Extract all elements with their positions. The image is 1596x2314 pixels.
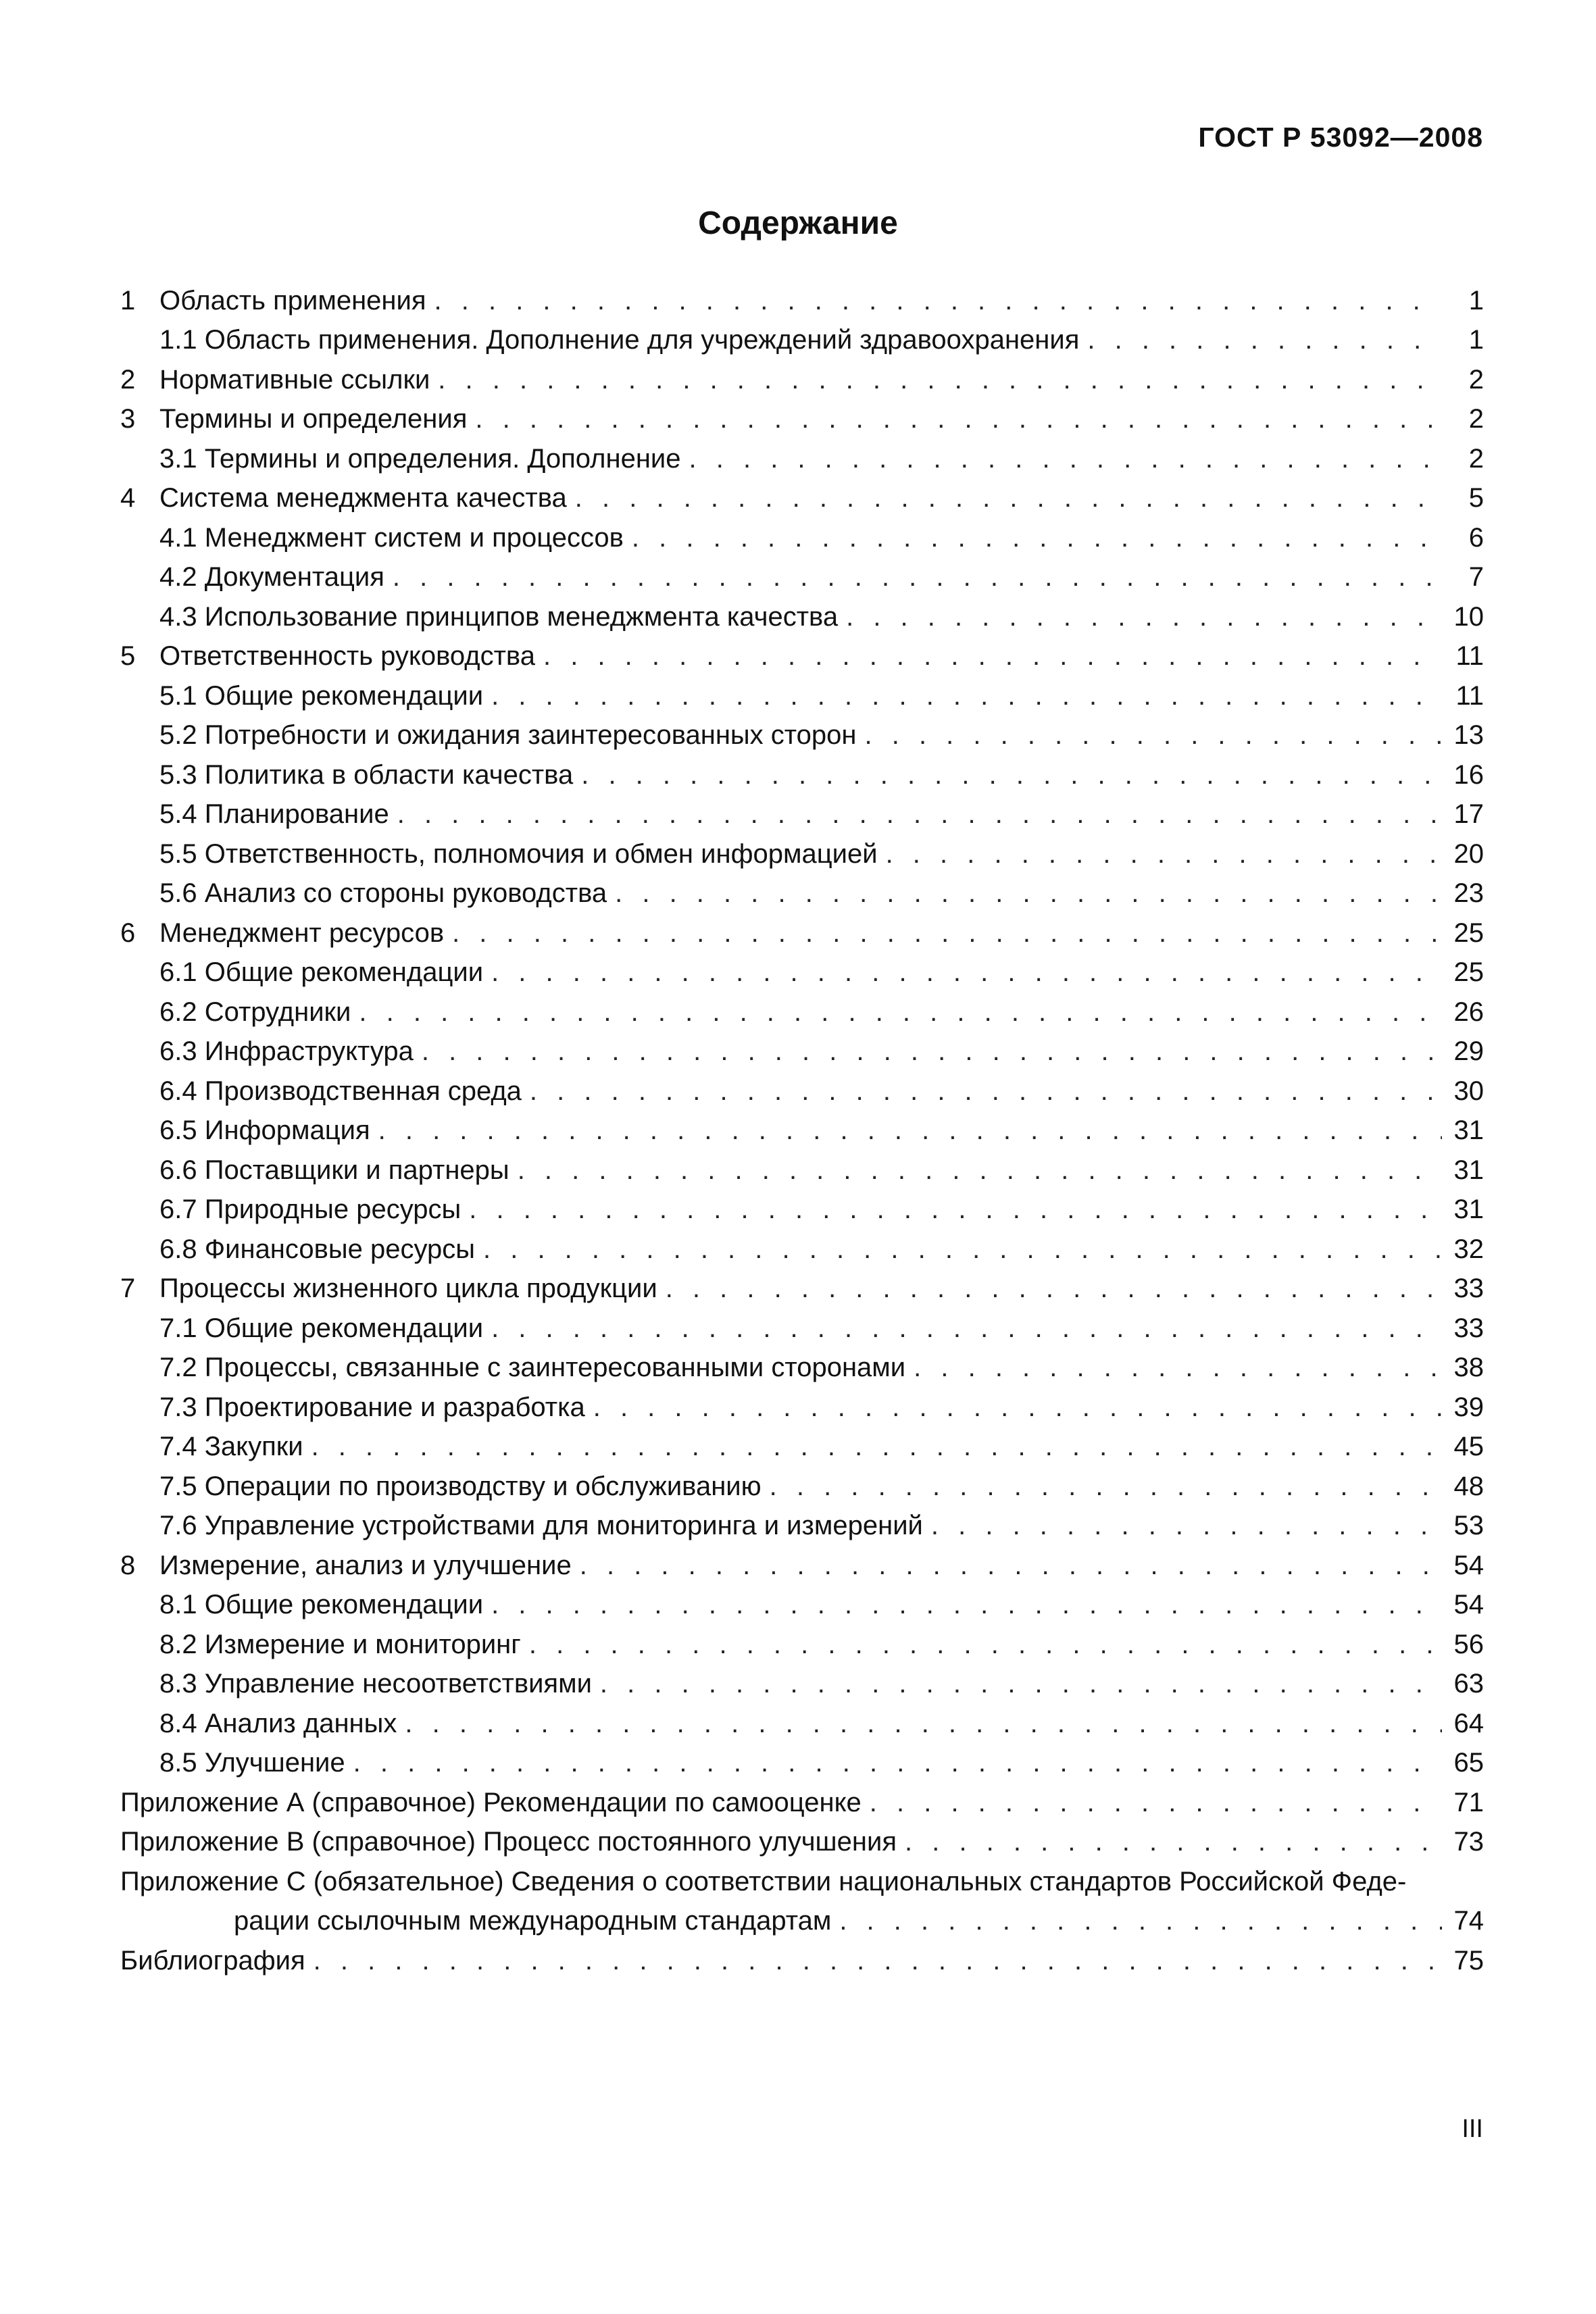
toc-entry-page: 16 (1453, 759, 1484, 790)
toc-entry-page: 54 (1453, 1590, 1484, 1619)
toc-entry[interactable] (120, 1463, 1484, 1503)
toc-entry-label: Система менеджмента качества (159, 483, 567, 513)
toc-entry-number: 3 (120, 404, 136, 434)
toc-entry[interactable] (120, 949, 1484, 989)
toc-entry-label: 7.1 Общие рекомендации (159, 1313, 484, 1343)
toc-entry-page: 11 (1455, 680, 1484, 711)
toc-entry-page: 2 (1468, 364, 1484, 395)
toc-entry[interactable] (120, 1700, 1484, 1740)
toc-entry-label: Приложение С (обязательное) Сведения о соответствии национальных стандартов Российской Феде- (120, 1866, 1407, 1896)
toc-entry-page: 48 (1453, 1471, 1484, 1501)
toc-entry-number: 2 (120, 364, 136, 395)
toc-entry-label: 7.5 Операции по производству и обслуживанию (159, 1471, 762, 1501)
toc-entry-label: 5.3 Политика в области качества (159, 759, 574, 790)
toc-entry-page: 1 (1468, 325, 1484, 355)
toc-entry-page: 74 (1453, 1906, 1484, 1936)
toc-entry-label: Библиография (120, 1945, 305, 1976)
toc-entry-label: 6.5 Информация (159, 1115, 370, 1145)
toc-entry[interactable] (120, 1542, 1484, 1582)
toc-entry-page: 7 (1468, 562, 1484, 592)
toc-entry-label: 6.4 Производственная среда (159, 1076, 522, 1106)
toc-leader-dots (615, 877, 1442, 909)
toc-entry-label: 7.6 Управление устройствами для мониторинга и измерений (159, 1511, 923, 1540)
toc-entry[interactable] (120, 1740, 1484, 1780)
page-number: III (1462, 2115, 1483, 2143)
toc-entry-page: 2 (1468, 443, 1484, 474)
toc-entry[interactable] (120, 1621, 1484, 1661)
toc-leader-dots (1087, 324, 1442, 356)
toc-entry[interactable] (120, 593, 1484, 633)
toc-leader-dots (886, 838, 1442, 870)
toc-entry-page: 11 (1455, 641, 1484, 671)
toc-entry[interactable] (120, 356, 1484, 396)
toc-entry[interactable] (120, 1305, 1484, 1344)
toc-entry-label: рации ссылочным международным стандартам (234, 1906, 832, 1936)
toc-entry-page: 23 (1453, 878, 1484, 908)
toc-entry-label: 6.7 Природные ресурсы (159, 1194, 462, 1224)
toc-entry[interactable] (120, 1384, 1484, 1424)
toc-entry[interactable] (120, 1661, 1484, 1701)
toc-entry-label: 7.4 Закупки (159, 1432, 303, 1461)
toc-entry[interactable] (120, 475, 1484, 515)
toc-entry-number: 5 (120, 641, 136, 671)
toc-entry[interactable] (120, 1898, 1484, 1938)
toc-entry[interactable] (120, 1858, 1484, 1898)
toc-entry-label: Ответственность руководства (159, 641, 535, 671)
toc-entry[interactable] (120, 1265, 1484, 1305)
toc-entry-page: 13 (1453, 720, 1484, 750)
toc-leader-dots (491, 1588, 1442, 1621)
toc-leader-dots (575, 482, 1442, 514)
toc-entry-label: 5.1 Общие рекомендации (159, 680, 484, 711)
toc-entry-page: 29 (1453, 1036, 1484, 1066)
toc-entry[interactable] (120, 554, 1484, 594)
toc-leader-dots (491, 1312, 1442, 1344)
toc-leader-dots (543, 640, 1442, 672)
toc-leader-dots (311, 1430, 1442, 1463)
toc-entry-page: 2 (1468, 404, 1484, 434)
toc-leader-dots (483, 1233, 1442, 1265)
toc-entry-page: 64 (1453, 1708, 1484, 1738)
toc-entry-label: 4.2 Документация (159, 562, 384, 592)
toc-entry[interactable] (120, 672, 1484, 712)
toc-entry-label: 8.4 Анализ данных (159, 1708, 397, 1738)
table-of-contents (120, 277, 1484, 1977)
toc-entry-label: 8.1 Общие рекомендации (159, 1590, 484, 1619)
toc-entry-page: 30 (1453, 1076, 1484, 1106)
toc-entry-label: 8.2 Измерение и мониторинг (159, 1629, 521, 1659)
toc-entry-page: 33 (1453, 1274, 1484, 1303)
toc-entry[interactable] (120, 1819, 1484, 1859)
toc-leader-dots (397, 798, 1442, 830)
toc-entry-label: Область применения (159, 285, 426, 316)
toc-leader-dots (666, 1272, 1442, 1305)
toc-entry[interactable] (120, 317, 1484, 357)
toc-leader-dots (491, 956, 1442, 988)
toc-entry[interactable] (120, 830, 1484, 870)
toc-entry-page: 1 (1468, 285, 1484, 316)
toc-leader-dots (452, 917, 1442, 949)
toc-leader-dots (393, 561, 1442, 593)
toc-entry-label: Нормативные ссылки (159, 364, 430, 395)
toc-entry-page: 63 (1453, 1669, 1484, 1699)
toc-entry[interactable] (120, 1424, 1484, 1463)
toc-entry-page: 54 (1453, 1550, 1484, 1580)
toc-leader-dots (931, 1509, 1442, 1542)
toc-leader-dots (581, 759, 1442, 791)
toc-entry-label: 3.1 Термины и определения. Дополнение (159, 443, 681, 474)
toc-entry-label: 7.3 Проектирование и разработка (159, 1392, 585, 1422)
toc-leader-dots (689, 443, 1442, 475)
toc-leader-dots (839, 1905, 1442, 1937)
toc-leader-dots (314, 1944, 1442, 1977)
toc-leader-dots (518, 1154, 1442, 1186)
toc-entry-page: 53 (1453, 1511, 1484, 1540)
toc-entry-label: 5.6 Анализ со стороны руководства (159, 878, 607, 908)
toc-entry-page: 39 (1453, 1392, 1484, 1422)
toc-entry-page: 33 (1453, 1313, 1484, 1343)
toc-leader-dots (593, 1391, 1442, 1424)
toc-entry-label: 1.1 Область применения. Дополнение для учреждений здравоохранения (159, 325, 1080, 355)
toc-leader-dots (905, 1826, 1442, 1858)
toc-entry-page: 31 (1453, 1115, 1484, 1145)
toc-entry-page: 56 (1453, 1629, 1484, 1659)
toc-entry[interactable] (120, 1067, 1484, 1107)
toc-entry[interactable] (120, 1503, 1484, 1542)
toc-entry[interactable] (120, 909, 1484, 949)
toc-entry-label: Термины и определения (159, 404, 468, 434)
toc-entry-page: 26 (1453, 997, 1484, 1027)
toc-entry-page: 73 (1453, 1827, 1484, 1857)
toc-leader-dots (378, 1114, 1442, 1147)
toc-entry-page: 31 (1453, 1155, 1484, 1185)
toc-entry[interactable] (120, 277, 1484, 317)
toc-entry[interactable] (120, 1344, 1484, 1384)
toc-leader-dots (530, 1075, 1442, 1107)
toc-entry[interactable] (120, 633, 1484, 673)
toc-entry-label: 6.2 Сотрудники (159, 997, 351, 1027)
toc-entry-page: 20 (1453, 838, 1484, 869)
toc-leader-dots (529, 1628, 1442, 1661)
toc-leader-dots (846, 601, 1442, 633)
toc-leader-dots (770, 1470, 1442, 1503)
toc-entry-label: 5.4 Планирование (159, 799, 389, 829)
toc-entry-number: 8 (120, 1550, 136, 1580)
toc-leader-dots (864, 719, 1442, 751)
toc-entry-page: 6 (1468, 522, 1484, 553)
toc-entry-number: 1 (120, 285, 136, 316)
toc-entry-page: 25 (1453, 917, 1484, 948)
toc-leader-dots (405, 1707, 1442, 1740)
toc-entry-page: 45 (1453, 1432, 1484, 1461)
toc-entry-page: 32 (1453, 1234, 1484, 1264)
toc-leader-dots (422, 1035, 1442, 1067)
toc-entry[interactable] (120, 1028, 1484, 1068)
toc-entry-label: 5.2 Потребности и ожидания заинтересованных сторон (159, 720, 857, 750)
toc-title: Содержание (698, 205, 898, 241)
toc-entry-page: 17 (1453, 799, 1484, 829)
toc-entry[interactable] (120, 1147, 1484, 1186)
toc-entry-label: Приложение А (справочное) Рекомендации по самооценке (120, 1787, 862, 1817)
toc-entry-page: 75 (1453, 1945, 1484, 1976)
toc-entry-page: 38 (1453, 1353, 1484, 1382)
toc-entry[interactable] (120, 791, 1484, 831)
document-code: ГОСТ Р 53092—2008 (1198, 122, 1483, 153)
toc-entry-page: 10 (1453, 601, 1484, 632)
toc-entry[interactable] (120, 712, 1484, 752)
toc-leader-dots (475, 403, 1442, 435)
toc-entry[interactable] (120, 1937, 1484, 1977)
toc-entry-label: Приложение В (справочное) Процесс постоянного улучшения (120, 1827, 897, 1857)
toc-entry[interactable] (120, 1226, 1484, 1265)
toc-entry-page: 65 (1453, 1748, 1484, 1778)
toc-entry[interactable] (120, 1186, 1484, 1226)
toc-entry[interactable] (120, 751, 1484, 791)
toc-entry-label: 4.3 Использование принципов менеджмента качества (159, 601, 839, 632)
toc-leader-dots (469, 1193, 1442, 1226)
toc-entry-label: 8.5 Улучшение (159, 1748, 345, 1778)
toc-leader-dots (914, 1351, 1442, 1384)
toc-leader-dots (491, 680, 1442, 712)
toc-leader-dots (870, 1786, 1442, 1819)
toc-entry[interactable] (120, 1582, 1484, 1621)
toc-entry[interactable] (120, 396, 1484, 436)
toc-entry[interactable] (120, 1779, 1484, 1819)
toc-leader-dots (353, 1746, 1442, 1779)
toc-entry-page: 5 (1468, 483, 1484, 513)
toc-leader-dots (632, 522, 1442, 554)
toc-entry-label: 4.1 Менеджмент систем и процессов (159, 522, 624, 553)
toc-entry-page: 25 (1453, 957, 1484, 987)
toc-entry-number: 7 (120, 1274, 136, 1303)
toc-entry-label: 6.3 Инфраструктура (159, 1036, 414, 1066)
toc-entry-label: 6.8 Финансовые ресурсы (159, 1234, 475, 1264)
toc-entry[interactable] (120, 514, 1484, 554)
toc-leader-dots (434, 284, 1442, 317)
toc-entry-number: 6 (120, 917, 136, 948)
toc-entry-label: 8.3 Управление несоответствиями (159, 1669, 592, 1699)
toc-entry[interactable] (120, 1107, 1484, 1147)
toc-entry-label: Измерение, анализ и улучшение (159, 1550, 572, 1580)
toc-entry-label: 5.5 Ответственность, полномочия и обмен информацией (159, 838, 878, 869)
toc-leader-dots (580, 1549, 1442, 1582)
toc-entry-number: 4 (120, 483, 136, 513)
toc-entry[interactable] (120, 988, 1484, 1028)
toc-entry-label: 7.2 Процессы, связанные с заинтересованными сторонами (159, 1353, 906, 1382)
toc-entry-label: 6.1 Общие рекомендации (159, 957, 484, 987)
toc-entry-label: Менеджмент ресурсов (159, 917, 445, 948)
toc-entry-page: 71 (1453, 1787, 1484, 1817)
toc-leader-dots (438, 363, 1442, 396)
toc-entry-page: 31 (1453, 1194, 1484, 1224)
toc-entry-label: Процессы жизненного цикла продукции (159, 1274, 657, 1303)
toc-leader-dots (600, 1667, 1442, 1700)
toc-leader-dots (359, 996, 1442, 1028)
toc-entry-label: 6.6 Поставщики и партнеры (159, 1155, 509, 1185)
toc-entry[interactable] (120, 870, 1484, 910)
toc-entry[interactable] (120, 435, 1484, 475)
